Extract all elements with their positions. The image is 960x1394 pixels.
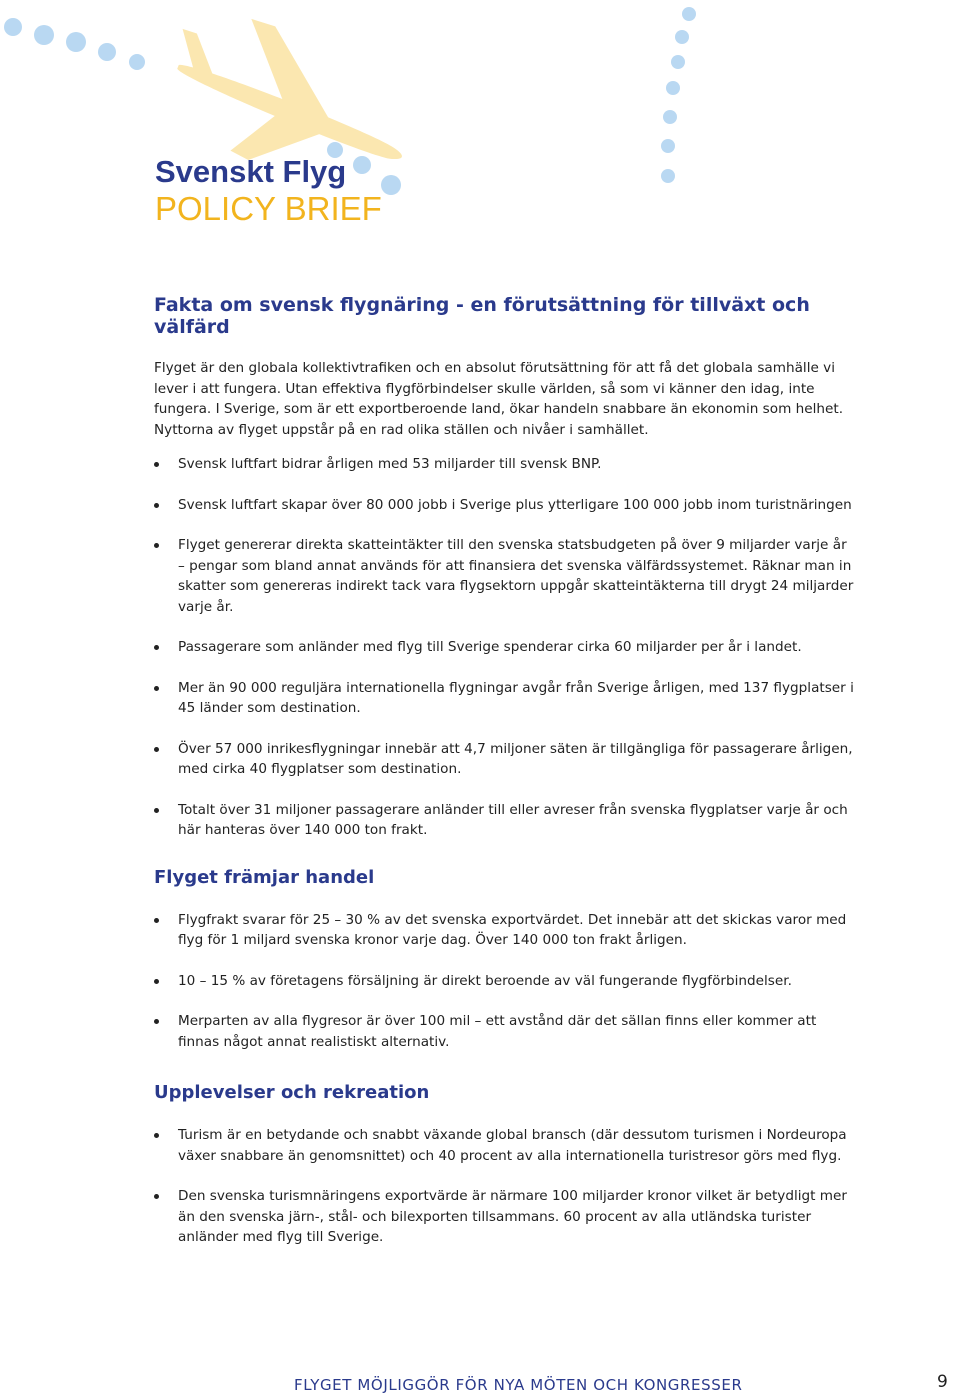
fact-list bbox=[154, 454, 854, 841]
fact-list bbox=[154, 1125, 854, 1248]
bullet-icon bbox=[154, 1133, 159, 1138]
list-item-text: Svensk luftfart skapar över 80 000 jobb i Sverige plus ytterligare 100 000 jobb inom turistnäringen bbox=[178, 496, 852, 513]
header-decoration bbox=[0, 0, 960, 260]
section-heading: Fakta om svensk flygnäring - en förutsättning för tillväxt och välfärd bbox=[154, 294, 810, 338]
list-item bbox=[154, 739, 854, 780]
section-fakta bbox=[154, 294, 854, 841]
list-item-text: 10 – 15 % av företagens försäljning är direkt beroende av väl fungerande flygförbindelser. bbox=[178, 972, 792, 989]
brand-subtitle: POLICY BRIEF bbox=[155, 190, 382, 227]
list-item bbox=[154, 495, 854, 516]
list-item bbox=[154, 1186, 854, 1248]
list-item bbox=[154, 800, 854, 841]
list-item-text: Merparten av alla flygresor är över 100 mil – ett avstånd där det sällan finns eller kommer att finnas något annat realistiskt alternativ. bbox=[178, 1013, 817, 1050]
bullet-icon bbox=[154, 1019, 159, 1024]
brand-title: Svenskt Flyg bbox=[155, 154, 347, 189]
bullet-icon bbox=[154, 645, 159, 650]
list-item bbox=[154, 454, 854, 475]
bullet-icon bbox=[154, 543, 159, 548]
bullet-icon bbox=[154, 979, 159, 984]
list-item-text: Svensk luftfart bidrar årligen med 53 miljarder till svensk BNP. bbox=[178, 456, 602, 472]
list-item-text: Flyget genererar direkta skatteintäkter till den svenska statsbudgeten på över 9 miljarder varje år – pengar som bland annat används för att finansiera det svenska välfärdssystemet. Räknar man in skatter som genereras indirekt tack vara flygsektorn uppgår skatteintäkterna till drygt 24 miljarder varje år. bbox=[178, 537, 854, 615]
list-item-text: Passagerare som anländer med flyg till Sverige spenderar cirka 60 miljarder per år i landet. bbox=[178, 639, 802, 655]
document-body bbox=[154, 294, 854, 1248]
section-rekreation bbox=[154, 1082, 854, 1248]
page-footer: FLYGET MÖJLIGGÖR FÖR NYA MÖTEN OCH KONGRESSER bbox=[294, 1376, 743, 1394]
dotted-trail-right bbox=[661, 7, 696, 183]
list-item-text: Över 57 000 inrikesflygningar innebär att 4,7 miljoner säten är tillgängliga för passagerare årligen, med cirka 40 flygplatser som destination. bbox=[178, 740, 853, 777]
bullet-icon bbox=[154, 462, 159, 467]
fact-list bbox=[154, 910, 854, 1053]
list-item bbox=[154, 1011, 854, 1052]
section-heading: Flyget främjar handel bbox=[154, 866, 375, 888]
section-heading: Upplevelser och rekreation bbox=[154, 1082, 430, 1103]
bullet-icon bbox=[154, 503, 159, 508]
dotted-trail-left bbox=[4, 18, 145, 70]
list-item bbox=[154, 535, 854, 617]
list-item bbox=[154, 637, 854, 658]
bullet-icon bbox=[154, 918, 159, 923]
section-handel bbox=[154, 867, 854, 1053]
list-item-text: Turism är en betydande och snabbt växande global bransch (där dessutom turismen i Nordeuropa växer snabbare än genomsnittet) och 40 procent av alla internationella turistresor görs med flyg. bbox=[178, 1127, 847, 1164]
page-number: 9 bbox=[937, 1372, 948, 1392]
list-item bbox=[154, 910, 854, 951]
bullet-icon bbox=[154, 747, 159, 752]
list-item-text: Den svenska turismnäringens exportvärde är närmare 100 miljarder kronor vilket är betydligt mer än den svenska järn-, stål- och bilexporten tillsammans. 60 procent av alla utländska turister anländer med flyg till Sverige. bbox=[178, 1188, 847, 1245]
bullet-icon bbox=[154, 808, 159, 813]
list-item-text: Totalt över 31 miljoner passagerare anländer till eller avreser från svenska flygplatser varje år och här hanteras över 140 000 ton frakt. bbox=[178, 801, 848, 838]
list-item-text: Mer än 90 000 reguljära internationella flygningar avgår från Sverige årligen, med 137 flygplatser i 45 länder som destination. bbox=[178, 679, 854, 716]
bullet-icon bbox=[154, 1194, 159, 1199]
list-item bbox=[154, 971, 854, 992]
intro-paragraph: Flyget är den globala kollektivtrafiken och en absolut förutsättning för att få det globala samhälle vi lever i att fungera. Utan effektiva flygförbindelser skulle världen, så som vi känner den idag, inte fungera. I Sverige, som är ett exportberoende land, ökar handeln snabbare än ekonomin som helhet. Nyttorna av flyget uppstår på en rad olika ställen och nivåer i samhället. bbox=[154, 360, 844, 438]
bullet-icon bbox=[154, 686, 159, 691]
list-item bbox=[154, 1125, 854, 1166]
list-item-text: Flygfrakt svarar för 25 – 30 % av det svenska exportvärdet. Det innebär att det skickas varor med flyg för 1 miljard svenska kronor varje dag. Över 140 000 ton frakt årligen. bbox=[178, 911, 847, 948]
list-item bbox=[154, 678, 854, 719]
brand-block bbox=[155, 154, 382, 228]
